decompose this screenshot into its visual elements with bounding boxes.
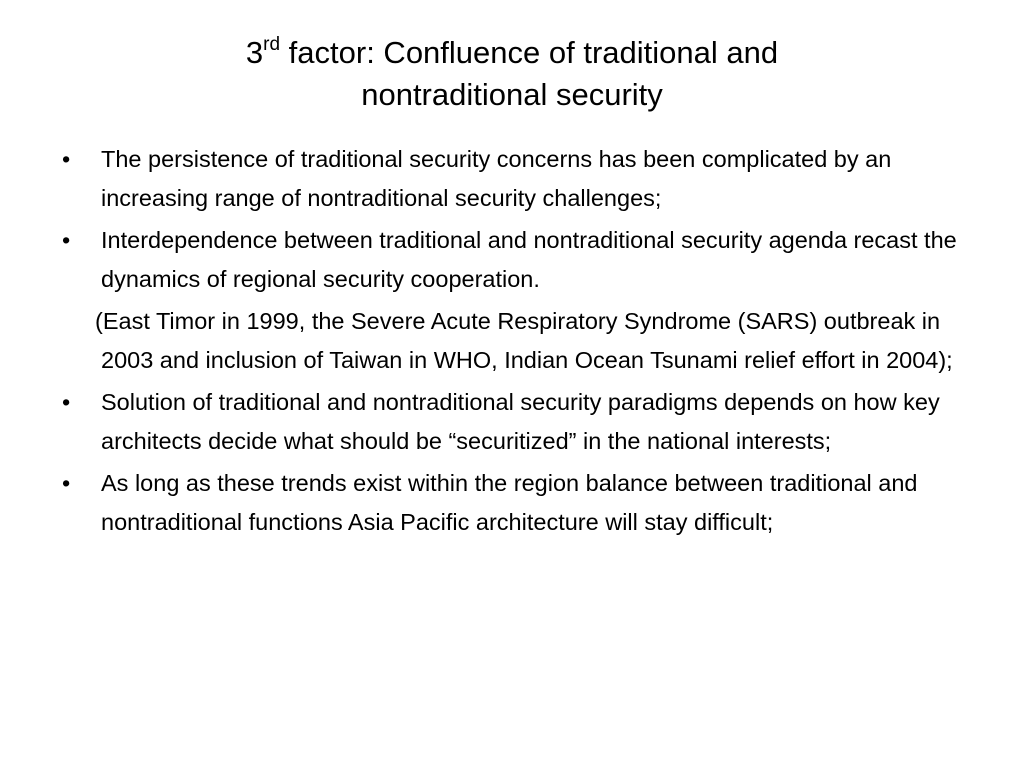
bullet-item bbox=[56, 140, 976, 217]
title-line2: nontraditional security bbox=[361, 77, 663, 112]
title-superscript: rd bbox=[263, 33, 281, 55]
bullet-item bbox=[56, 221, 976, 298]
bullet-text: Solution of traditional and nontraditional security paradigms depends on how key architects decide what should be “securitized” in the national interests; bbox=[101, 389, 940, 454]
slide-title bbox=[60, 32, 964, 116]
bullet-text: As long as these trends exist within the region balance between traditional and nontraditional functions Asia Pacific architecture will stay difficult; bbox=[101, 470, 918, 535]
bullet-icon: • bbox=[62, 389, 71, 415]
title-number: 3 bbox=[245, 35, 264, 70]
bullet-icon: • bbox=[62, 470, 71, 496]
examples-note bbox=[56, 302, 976, 379]
title-line1: factor: Confluence of traditional and bbox=[280, 35, 779, 70]
bullet-item bbox=[56, 383, 976, 460]
slide-content bbox=[56, 140, 976, 545]
bullet-text: Interdependence between traditional and nontraditional security agenda recast the dynamics of regional security cooperation. bbox=[101, 227, 957, 292]
note-text: (East Timor in 1999, the Severe Acute Respiratory Syndrome (SARS) outbreak in 2003 and inclusion of Taiwan in WHO, Indian Ocean Tsunami relief effort in 2004); bbox=[95, 308, 953, 373]
bullet-text: The persistence of traditional security concerns has been complicated by an increasing range of nontraditional security challenges; bbox=[101, 146, 892, 211]
bullet-icon: • bbox=[62, 146, 71, 172]
bullet-icon: • bbox=[62, 227, 71, 253]
bullet-item bbox=[56, 464, 976, 541]
